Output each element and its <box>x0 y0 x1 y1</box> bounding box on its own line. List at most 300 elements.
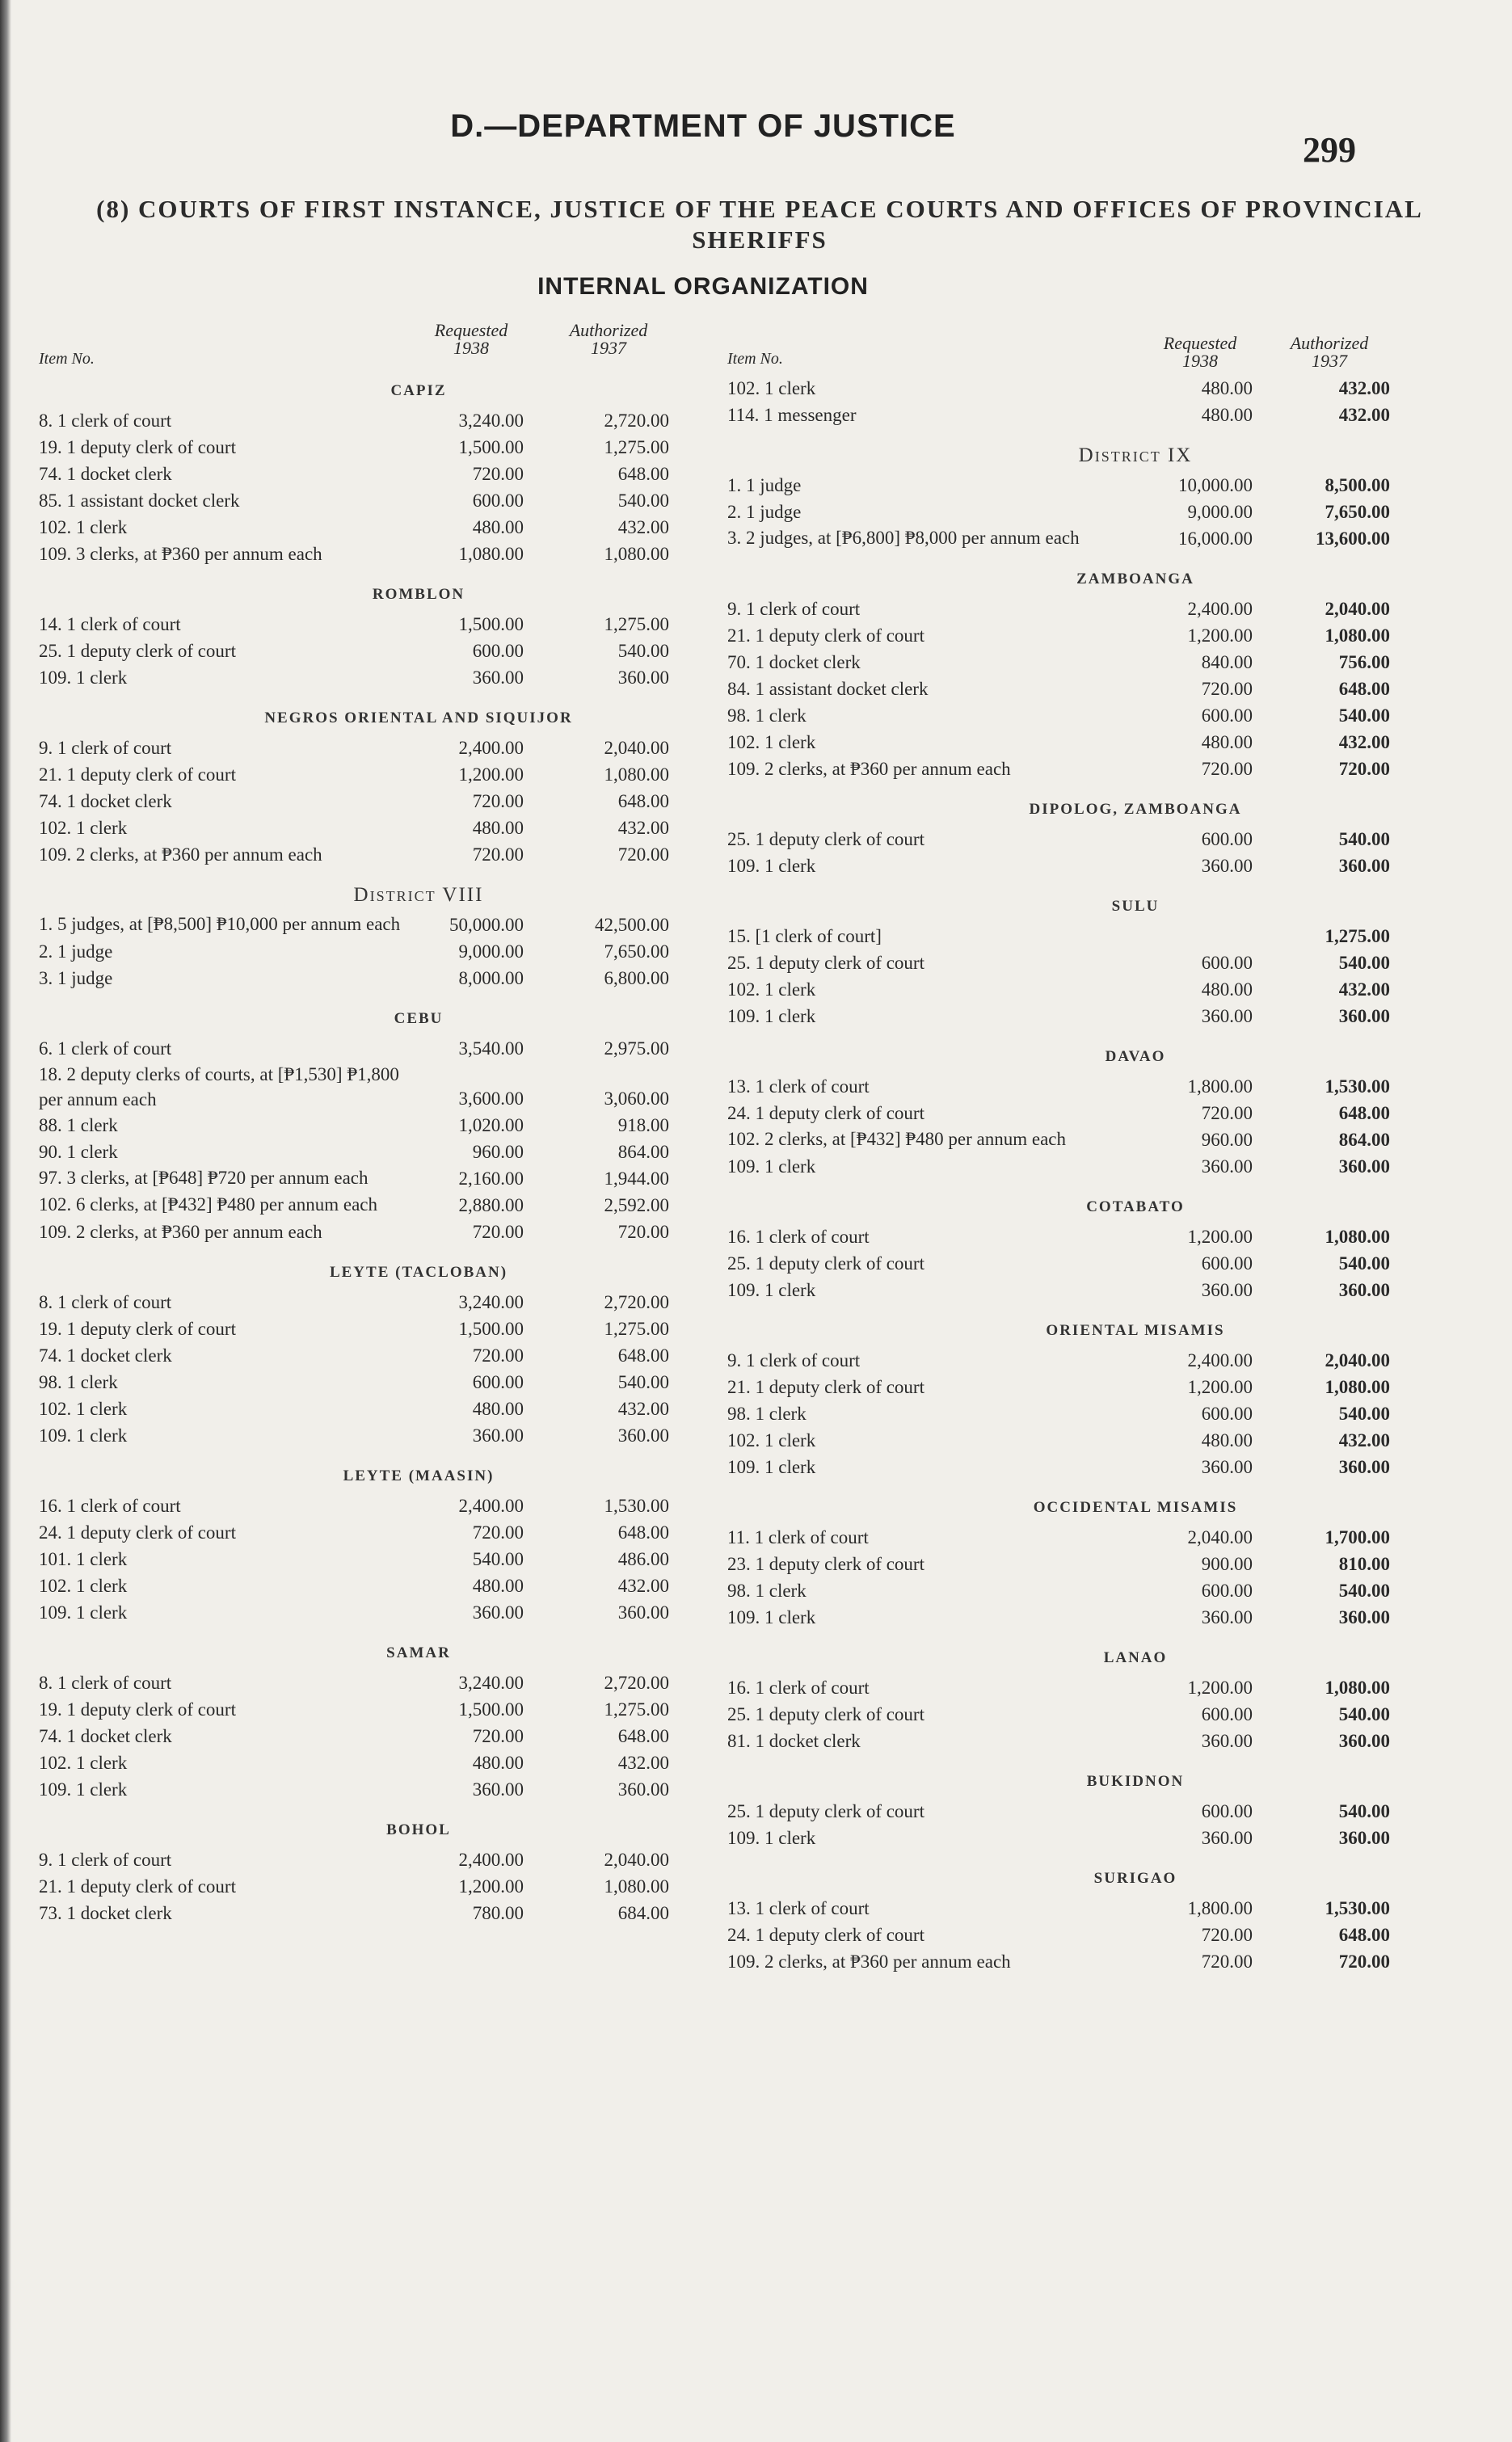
item-description: 109. 3 clerks, at ₱360 per annum each <box>39 544 322 564</box>
requested-amount: 9,000.00 <box>1187 502 1253 522</box>
column-header <box>727 322 1398 375</box>
section-heading: LANAO <box>1103 1649 1168 1666</box>
item-description: 102. 1 clerk <box>39 517 128 537</box>
authorized-amount: 432.00 <box>1338 979 1390 1000</box>
item-description: 11. 1 clerk of court <box>727 1527 869 1547</box>
requested-amount: 8,000.00 <box>458 968 524 988</box>
table-row <box>39 912 685 938</box>
requested-amount: 780.00 <box>472 1903 524 1923</box>
authorized-amount: 864.00 <box>1338 1130 1390 1150</box>
requested-amount: 480.00 <box>1201 378 1253 398</box>
table-row <box>39 841 685 868</box>
item-description: 25. 1 deputy clerk of court <box>727 829 924 849</box>
table-row <box>727 525 1398 552</box>
section-gap <box>727 1754 1398 1766</box>
item-description: 98. 1 clerk <box>727 1404 807 1424</box>
table-row <box>39 514 685 541</box>
item-description: 9. 1 clerk of court <box>727 599 861 619</box>
item-description: 109. 1 clerk <box>727 856 816 876</box>
requested-amount: 3,240.00 <box>458 411 524 431</box>
requested-amount: 720.00 <box>1201 759 1253 779</box>
section-heading: LEYTE (TACLOBAN) <box>329 1264 508 1281</box>
authorized-amount: 2,720.00 <box>604 1673 669 1693</box>
requested-amount: 360.00 <box>1201 1457 1253 1477</box>
table-row <box>39 1776 685 1803</box>
authorized-amount: 1,080.00 <box>604 764 669 785</box>
item-description: 3. 2 judges, at [₱6,800] ₱8,000 per annum each <box>727 528 1080 548</box>
department-heading: D.—DEPARTMENT OF JUSTICE <box>450 108 956 144</box>
table-row <box>727 1250 1398 1277</box>
authorized-amount: 486.00 <box>617 1549 669 1569</box>
item-description: 109. 2 clerks, at ₱360 per annum each <box>727 1951 1011 1972</box>
item-description: 25. 1 deputy clerk of court <box>727 953 924 973</box>
section-heading: ROMBLON <box>372 586 465 603</box>
table-row <box>727 622 1398 649</box>
item-description: 84. 1 assistant docket clerk <box>727 679 929 699</box>
scan-edge <box>0 0 11 2442</box>
authorized-amount: 540.00 <box>617 1372 669 1392</box>
requested-amount: 840.00 <box>1201 652 1253 672</box>
authorized-amount: 42,500.00 <box>595 915 669 935</box>
requested-amount: 600.00 <box>1201 1801 1253 1821</box>
section-heading: NEGROS ORIENTAL AND SIQUIJOR <box>264 709 573 726</box>
requested-amount: 720.00 <box>1201 1103 1253 1123</box>
item-description: 23. 1 deputy clerk of court <box>727 1554 924 1574</box>
authorized-amount: 756.00 <box>1338 652 1390 672</box>
authorized-amount: 360.00 <box>1338 1828 1390 1848</box>
item-description: 109. 1 clerk <box>727 1607 816 1627</box>
table-row <box>39 1493 685 1519</box>
item-description: 16. 1 clerk of court <box>39 1496 181 1516</box>
requested-amount: 1,200.00 <box>1187 1377 1253 1397</box>
requested-amount: 2,160.00 <box>458 1168 524 1189</box>
section-gap <box>727 879 1398 890</box>
table-row <box>39 487 685 514</box>
item-description: 25. 1 deputy clerk of court <box>727 1801 924 1821</box>
item-description: 9. 1 clerk of court <box>727 1350 861 1370</box>
table-row <box>39 664 685 691</box>
requested-amount: 600.00 <box>1201 1404 1253 1424</box>
authorized-amount: 648.00 <box>1338 1103 1390 1123</box>
item-description: 9. 1 clerk of court <box>39 1850 172 1870</box>
requested-amount: 2,880.00 <box>458 1195 524 1215</box>
requested-amount: 360.00 <box>472 667 524 688</box>
item-description: 21. 1 deputy clerk of court <box>39 764 236 785</box>
item-description: 8. 1 clerk of court <box>39 1673 172 1693</box>
requested-amount: 1,500.00 <box>458 437 524 457</box>
table-row <box>727 1126 1398 1153</box>
table-row <box>727 1374 1398 1400</box>
section-gap <box>727 1480 1398 1492</box>
table-row <box>727 826 1398 853</box>
requested-amount: 360.00 <box>1201 1828 1253 1848</box>
authorized-amount: 432.00 <box>617 1576 669 1596</box>
requested-amount: 600.00 <box>1201 1704 1253 1724</box>
table-row <box>39 1546 685 1573</box>
authorized-amount: 720.00 <box>617 844 669 865</box>
item-description: 74. 1 docket clerk <box>39 1345 172 1366</box>
authorized-amount: 1,275.00 <box>604 437 669 457</box>
requested-amount: 1,500.00 <box>458 1319 524 1339</box>
authorized-amount: 360.00 <box>617 1779 669 1800</box>
authorized-amount: 360.00 <box>1338 856 1390 876</box>
table-row <box>727 1073 1398 1100</box>
item-description: 109. 1 clerk <box>39 1425 128 1446</box>
requested-amount: 3,240.00 <box>458 1673 524 1693</box>
table-row <box>39 434 685 461</box>
requested-amount: 720.00 <box>472 464 524 484</box>
section-gap <box>727 1975 1398 1986</box>
table-row <box>727 375 1398 402</box>
left-column <box>39 322 685 1938</box>
authorized-amount: 3,060.00 <box>604 1088 669 1109</box>
authorized-amount: 540.00 <box>1338 1404 1390 1424</box>
item-description: 19. 1 deputy clerk of court <box>39 437 236 457</box>
section-heading: CEBU <box>394 1010 444 1027</box>
requested-amount: 360.00 <box>472 1779 524 1800</box>
table-row <box>39 1873 685 1900</box>
section-gap <box>39 567 685 579</box>
table-row <box>727 702 1398 729</box>
table-row <box>727 756 1398 782</box>
item-description: 109. 1 clerk <box>39 667 128 688</box>
authorized-amount: 540.00 <box>1338 1704 1390 1724</box>
table-row <box>727 1604 1398 1631</box>
requested-amount: 2,400.00 <box>458 1850 524 1870</box>
authorized-amount: 1,275.00 <box>1325 926 1390 946</box>
authorized-amount: 1,944.00 <box>604 1168 669 1189</box>
table-row <box>39 1316 685 1342</box>
table-row <box>727 1798 1398 1825</box>
section-gap <box>39 691 685 702</box>
table-row <box>727 596 1398 622</box>
authorized-amount: 648.00 <box>617 791 669 811</box>
item-description: 109. 1 clerk <box>39 1602 128 1623</box>
requested-amount: 960.00 <box>472 1142 524 1162</box>
section-heading: DAVAO <box>1105 1048 1166 1065</box>
table-row <box>39 1219 685 1245</box>
requested-amount: 1,200.00 <box>458 764 524 785</box>
requested-amount: 720.00 <box>1201 679 1253 699</box>
authorized-amount: 2,975.00 <box>604 1038 669 1059</box>
section-heading: LEYTE (MAASIN) <box>343 1467 495 1484</box>
section-gap <box>39 1626 685 1637</box>
requested-amount: 1,080.00 <box>458 544 524 564</box>
item-description: 109. 2 clerks, at ₱360 per annum each <box>727 759 1011 779</box>
table-row <box>727 1577 1398 1604</box>
requested-amount: 480.00 <box>472 1399 524 1419</box>
authorized-amount: 648.00 <box>1338 1925 1390 1945</box>
item-description: 16. 1 clerk of court <box>727 1227 870 1247</box>
item-description: 109. 2 clerks, at ₱360 per annum each <box>39 1222 322 1242</box>
authorized-amount: 360.00 <box>617 1602 669 1623</box>
requested-amount: 900.00 <box>1201 1554 1253 1574</box>
requested-amount: 360.00 <box>472 1425 524 1446</box>
authorized-amount: 432.00 <box>617 1753 669 1773</box>
table-row <box>727 472 1398 499</box>
table-row <box>39 938 685 965</box>
right-column <box>727 322 1398 1986</box>
authorized-amount: 2,592.00 <box>604 1195 669 1215</box>
table-row <box>39 1192 685 1219</box>
requested-amount: 540.00 <box>472 1549 524 1569</box>
requested-amount: 1,200.00 <box>1187 1227 1253 1247</box>
authorized-amount: 720.00 <box>1338 1951 1390 1972</box>
requested-amount: 2,040.00 <box>1187 1527 1253 1547</box>
item-description: 102. 2 clerks, at [₱432] ₱480 per annum each <box>727 1129 1067 1149</box>
requested-amount: 1,500.00 <box>458 1699 524 1720</box>
section-gap <box>727 1180 1398 1191</box>
authorized-amount: 648.00 <box>617 464 669 484</box>
requested-amount: 360.00 <box>1201 856 1253 876</box>
authorized-amount: 7,650.00 <box>604 941 669 962</box>
authorized-amount: 6,800.00 <box>604 968 669 988</box>
requested-header: Requested 1938 <box>1163 333 1237 371</box>
authorized-amount: 810.00 <box>1338 1554 1390 1574</box>
authorized-amount: 540.00 <box>617 491 669 511</box>
authorized-amount: 360.00 <box>1338 1457 1390 1477</box>
authorized-amount: 360.00 <box>1338 1731 1390 1751</box>
table-row <box>39 761 685 788</box>
requested-amount: 3,600.00 <box>458 1088 524 1109</box>
requested-amount: 1,800.00 <box>1187 1898 1253 1918</box>
authorized-amount: 540.00 <box>1338 829 1390 849</box>
item-description: 114. 1 messenger <box>727 405 857 425</box>
item-description: 102. 1 clerk <box>39 1399 128 1419</box>
authorized-amount: 1,080.00 <box>1325 1227 1390 1247</box>
authorized-amount: 13,600.00 <box>1316 528 1390 549</box>
requested-amount: 720.00 <box>472 1726 524 1746</box>
table-row <box>39 638 685 664</box>
authorized-amount: 1,530.00 <box>604 1496 669 1516</box>
table-row <box>39 1749 685 1776</box>
requested-amount: 360.00 <box>1201 1731 1253 1751</box>
requested-amount: 720.00 <box>472 791 524 811</box>
item-description: 24. 1 deputy clerk of court <box>727 1103 924 1123</box>
item-description: 21. 1 deputy clerk of court <box>39 1876 236 1897</box>
requested-amount: 3,240.00 <box>458 1292 524 1312</box>
section-heading: BOHOL <box>386 1821 451 1838</box>
table-row <box>727 1153 1398 1180</box>
authorized-amount: 540.00 <box>1338 705 1390 726</box>
item-description: 8. 1 clerk of court <box>39 411 172 431</box>
item-description: 9. 1 clerk of court <box>39 738 172 758</box>
authorized-amount: 2,040.00 <box>604 1850 669 1870</box>
item-description: 24. 1 deputy clerk of court <box>727 1925 924 1945</box>
requested-amount: 2,400.00 <box>1187 1350 1253 1370</box>
table-row <box>727 853 1398 879</box>
requested-amount: 480.00 <box>1201 405 1253 425</box>
authorized-amount: 432.00 <box>1338 378 1390 398</box>
requested-amount: 360.00 <box>1201 1280 1253 1300</box>
section-gap <box>727 552 1398 563</box>
requested-amount: 1,200.00 <box>1187 625 1253 646</box>
item-description: 21. 1 deputy clerk of court <box>727 625 924 646</box>
item-description: 13. 1 clerk of court <box>727 1898 870 1918</box>
authorized-amount: 2,040.00 <box>1325 1350 1390 1370</box>
item-description: 109. 1 clerk <box>727 1006 816 1026</box>
page-number: 299 <box>1303 130 1356 170</box>
table-row <box>39 1165 685 1192</box>
item-description: 98. 1 clerk <box>727 705 807 726</box>
item-number-header: Item No. <box>727 350 783 368</box>
table-row <box>727 676 1398 702</box>
item-description: 2. 1 judge <box>39 941 113 962</box>
requested-amount: 2,400.00 <box>458 1496 524 1516</box>
item-description: 88. 1 clerk <box>39 1115 118 1135</box>
section-heading: ZAMBOANGA <box>1076 571 1194 587</box>
authorized-amount: 540.00 <box>1338 1253 1390 1274</box>
item-description: 70. 1 docket clerk <box>727 652 861 672</box>
table-row <box>39 1519 685 1546</box>
item-description: 90. 1 clerk <box>39 1142 118 1162</box>
table-row <box>39 407 685 434</box>
section-gap <box>727 1303 1398 1315</box>
authorized-amount: 720.00 <box>1338 759 1390 779</box>
item-description: 101. 1 clerk <box>39 1549 128 1569</box>
authorized-amount: 360.00 <box>1338 1156 1390 1177</box>
table-row <box>727 499 1398 525</box>
authorized-amount: 540.00 <box>1338 953 1390 973</box>
table-row <box>727 1895 1398 1922</box>
item-description: 109. 2 clerks, at ₱360 per annum each <box>39 844 322 865</box>
authorized-amount: 1,080.00 <box>1325 625 1390 646</box>
section-gap <box>39 1449 685 1460</box>
requested-amount: 10,000.00 <box>1178 475 1253 495</box>
item-description: 109. 1 clerk <box>39 1779 128 1800</box>
table-row <box>39 1900 685 1926</box>
requested-amount: 600.00 <box>1201 953 1253 973</box>
table-row <box>727 1400 1398 1427</box>
item-description: 19. 1 deputy clerk of court <box>39 1699 236 1720</box>
item-description: 102. 1 clerk <box>39 818 128 838</box>
table-row <box>727 1277 1398 1303</box>
document-title: (8) COURTS OF FIRST INSTANCE, JUSTICE OF THE PEACE COURTS AND OFFICES OF PROVINCIAL SHERIFFS <box>96 195 1423 254</box>
table-row <box>727 1100 1398 1126</box>
requested-amount: 480.00 <box>472 517 524 537</box>
authorized-amount: 648.00 <box>1338 679 1390 699</box>
table-row <box>727 1674 1398 1701</box>
table-row <box>39 541 685 567</box>
section-gap <box>39 1245 685 1257</box>
item-description: 85. 1 assistant docket clerk <box>39 491 240 511</box>
section-gap <box>39 868 685 879</box>
requested-amount: 600.00 <box>472 1372 524 1392</box>
table-row <box>727 1701 1398 1728</box>
item-description: 98. 1 clerk <box>727 1581 807 1601</box>
item-description: 16. 1 clerk of court <box>727 1678 870 1698</box>
section-heading: ORIENTAL MISAMIS <box>1046 1322 1225 1339</box>
authorized-amount: 2,040.00 <box>1325 599 1390 619</box>
authorized-amount: 1,275.00 <box>604 614 669 634</box>
authorized-amount: 648.00 <box>617 1726 669 1746</box>
requested-amount: 360.00 <box>1201 1006 1253 1026</box>
authorized-amount: 432.00 <box>1338 732 1390 752</box>
authorized-amount: 2,720.00 <box>604 1292 669 1312</box>
authorized-amount: 1,700.00 <box>1325 1527 1390 1547</box>
authorized-header: Authorized 1937 <box>1290 333 1369 371</box>
authorized-amount: 432.00 <box>1338 405 1390 425</box>
table-row <box>39 1599 685 1626</box>
item-description: 74. 1 docket clerk <box>39 1726 172 1746</box>
authorized-amount: 720.00 <box>617 1222 669 1242</box>
table-row <box>39 1846 685 1873</box>
table-row <box>727 729 1398 756</box>
authorized-amount: 1,080.00 <box>1325 1377 1390 1397</box>
item-description: 102. 1 clerk <box>727 979 816 1000</box>
table-row <box>727 1948 1398 1975</box>
column-header <box>39 322 685 375</box>
table-row <box>39 965 685 992</box>
table-row <box>39 788 685 815</box>
authorized-amount: 7,650.00 <box>1325 502 1390 522</box>
item-description: 102. 1 clerk <box>727 378 816 398</box>
section-gap <box>727 1851 1398 1863</box>
table-row <box>727 402 1398 428</box>
table-row <box>727 949 1398 976</box>
item-description: 3. 1 judge <box>39 968 113 988</box>
requested-amount: 50,000.00 <box>449 915 524 935</box>
requested-amount: 600.00 <box>1201 705 1253 726</box>
table-row <box>39 461 685 487</box>
table-row <box>727 1427 1398 1454</box>
item-description: 21. 1 deputy clerk of court <box>727 1377 924 1397</box>
table-row <box>727 923 1398 949</box>
authorized-amount: 540.00 <box>1338 1801 1390 1821</box>
table-row <box>39 611 685 638</box>
requested-amount: 1,800.00 <box>1187 1076 1253 1097</box>
section-heading: DIPOLOG, ZAMBOANGA <box>1029 801 1242 818</box>
section-gap <box>39 992 685 1003</box>
authorized-amount: 360.00 <box>617 1425 669 1446</box>
item-description: 73. 1 docket clerk <box>39 1903 172 1923</box>
section-heading: COTABATO <box>1086 1198 1185 1215</box>
table-row <box>39 735 685 761</box>
requested-amount: 360.00 <box>1201 1607 1253 1627</box>
requested-header: Requested 1938 <box>434 320 508 358</box>
item-description: 109. 1 clerk <box>727 1828 816 1848</box>
section-heading: District IX <box>1078 444 1193 466</box>
section-heading: OCCIDENTAL MISAMIS <box>1033 1499 1238 1516</box>
authorized-amount: 1,275.00 <box>604 1319 669 1339</box>
section-gap <box>727 1631 1398 1642</box>
requested-amount: 360.00 <box>472 1602 524 1623</box>
item-description: 25. 1 deputy clerk of court <box>727 1704 924 1724</box>
table-row <box>39 1573 685 1599</box>
authorized-amount: 432.00 <box>1338 1430 1390 1450</box>
document-subtitle: INTERNAL ORGANIZATION <box>537 273 869 300</box>
table-row <box>39 1696 685 1723</box>
table-row <box>727 976 1398 1003</box>
requested-amount: 2,400.00 <box>1187 599 1253 619</box>
authorized-amount: 540.00 <box>617 641 669 661</box>
requested-amount: 480.00 <box>1201 1430 1253 1450</box>
authorized-amount: 360.00 <box>1338 1607 1390 1627</box>
table-row <box>727 1003 1398 1029</box>
section-heading: CAPIZ <box>390 382 447 399</box>
item-description: 102. 1 clerk <box>39 1753 128 1773</box>
table-row <box>39 1396 685 1422</box>
table-row <box>39 1422 685 1449</box>
authorized-amount: 1,080.00 <box>604 1876 669 1897</box>
authorized-amount: 918.00 <box>617 1115 669 1135</box>
requested-amount: 16,000.00 <box>1178 528 1253 549</box>
table-row <box>39 1289 685 1316</box>
authorized-amount: 432.00 <box>617 517 669 537</box>
item-description: 15. [1 clerk of court] <box>727 926 882 946</box>
requested-amount: 600.00 <box>1201 1253 1253 1274</box>
requested-amount: 360.00 <box>1201 1156 1253 1177</box>
